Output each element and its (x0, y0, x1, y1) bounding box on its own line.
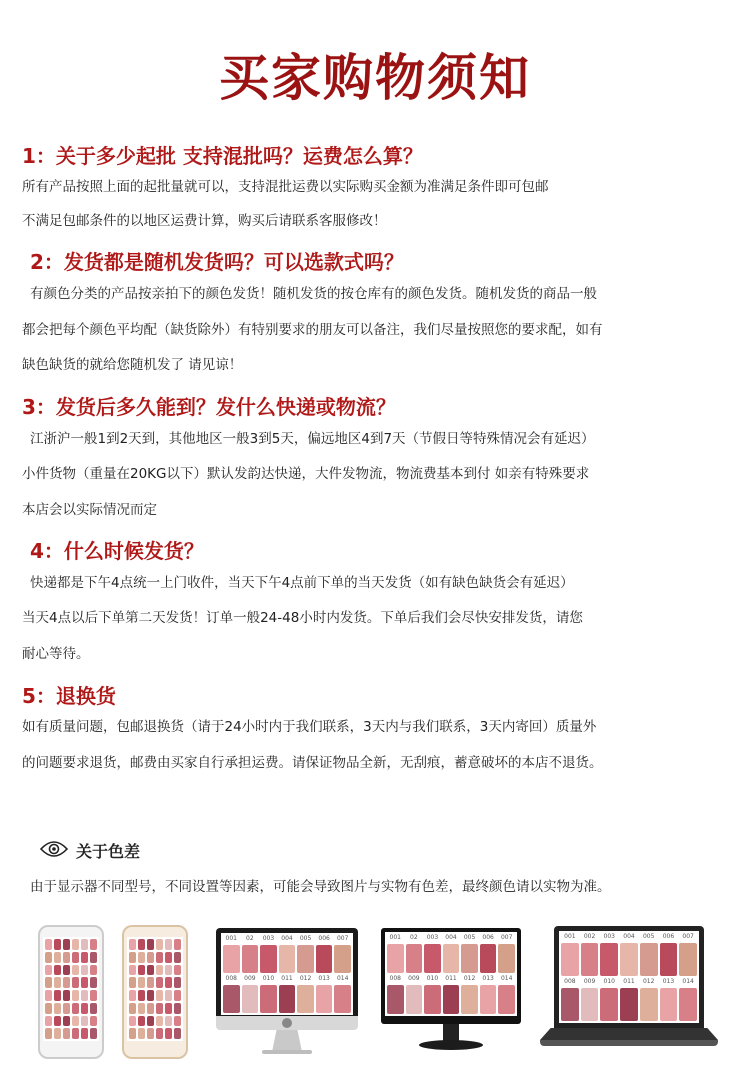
swatch-label: 012 (299, 975, 312, 982)
color-swatch (54, 990, 61, 1001)
color-swatch (63, 977, 70, 988)
color-swatch (620, 943, 638, 976)
section-4-line: 快递都是下午4点统一上门收件，当天下午4点前下单的当天发货（如有缺色缺货会有延迟） (30, 575, 574, 591)
color-swatch (72, 965, 79, 976)
swatch-label: 013 (662, 978, 675, 985)
color-swatch (316, 945, 333, 973)
color-swatch (54, 952, 61, 963)
color-swatch (174, 952, 181, 963)
section-2-line: 缺色缺货的就给您随机发了 请见谅！ (22, 357, 243, 373)
swatch-label: 004 (281, 935, 293, 942)
color-swatch (561, 943, 579, 976)
color-swatch (561, 988, 579, 1021)
color-swatch (81, 965, 88, 976)
swatch-label: 004 (623, 933, 635, 940)
color-swatch (147, 965, 154, 976)
color-swatch (54, 1028, 61, 1039)
color-swatch (260, 945, 277, 973)
color-swatch (45, 990, 52, 1001)
color-swatch (443, 985, 460, 1014)
color-swatch (81, 1016, 88, 1027)
color-swatch (620, 988, 638, 1021)
color-swatch (90, 1003, 97, 1014)
color-swatch (72, 1028, 79, 1039)
color-swatch (174, 965, 181, 976)
color-swatch (406, 985, 423, 1014)
color-swatch (640, 988, 658, 1021)
color-swatch (600, 943, 618, 976)
color-swatch (147, 939, 154, 950)
color-swatch (260, 985, 277, 1013)
swatch-label: 008 (225, 975, 237, 982)
eye-icon (40, 840, 68, 862)
swatch-label: 012 (463, 975, 476, 982)
color-swatch (54, 965, 61, 976)
swatch-label: 002 (583, 933, 596, 940)
apple-logo-icon (282, 1018, 292, 1028)
color-swatch (387, 944, 404, 973)
color-swatch (297, 945, 314, 973)
color-swatch (480, 944, 497, 973)
color-swatch (72, 1016, 79, 1027)
color-swatch (156, 977, 163, 988)
swatch-label: 006 (482, 934, 494, 941)
color-swatch (424, 944, 441, 973)
color-swatch (45, 1028, 52, 1039)
color-swatch (81, 1003, 88, 1014)
swatch-label: 001 (225, 935, 237, 942)
swatch-label: 006 (662, 933, 675, 940)
color-swatch (90, 1028, 97, 1039)
swatch-label: 003 (603, 933, 615, 940)
color-swatch (138, 1028, 145, 1039)
swatch-label: 010 (426, 975, 439, 982)
color-diff-heading: 关于色差 (76, 842, 141, 861)
color-swatch (138, 977, 145, 988)
color-swatch (45, 952, 52, 963)
color-swatch (174, 939, 181, 950)
color-swatch (81, 952, 88, 963)
color-swatch (147, 990, 154, 1001)
swatch-label: 007 (500, 934, 513, 941)
swatch-label: 005 (463, 934, 476, 941)
color-swatch (223, 945, 240, 973)
swatch-label: 003 (426, 934, 439, 941)
imac-image (216, 928, 358, 1060)
swatch-label: 011 (281, 975, 293, 982)
color-swatch (147, 1016, 154, 1027)
color-swatch (63, 939, 70, 950)
swatch-label: 014 (500, 975, 513, 982)
color-swatch (174, 1016, 181, 1027)
color-swatch (147, 952, 154, 963)
color-swatch (174, 977, 181, 988)
color-swatch (165, 939, 172, 950)
color-swatch (334, 945, 351, 973)
color-diff-note: 由于显示器不同型号，不同设置等因素，可能会导致图片与实物有色差，最终颜色请以实物为准。 (30, 879, 611, 895)
swatch-label: 012 (642, 978, 655, 985)
color-swatch (129, 1028, 136, 1039)
color-swatch (63, 965, 70, 976)
color-swatch (297, 985, 314, 1013)
color-swatch (387, 985, 404, 1014)
color-swatch (81, 990, 88, 1001)
color-swatch (165, 990, 172, 1001)
color-swatch (165, 952, 172, 963)
color-swatch (138, 990, 145, 1001)
color-swatch (498, 944, 515, 973)
color-swatch (406, 944, 423, 973)
color-swatch (72, 990, 79, 1001)
color-swatch (138, 965, 145, 976)
page-title: 买家购物须知 (219, 49, 531, 107)
swatch-label: 011 (445, 975, 457, 982)
color-swatch (174, 1028, 181, 1039)
color-swatch (90, 939, 97, 950)
color-swatch (156, 1028, 163, 1039)
color-swatch (90, 1016, 97, 1027)
swatch-label: 004 (445, 934, 457, 941)
color-swatch (581, 988, 599, 1021)
color-swatch (679, 988, 697, 1021)
swatch-label: 009 (408, 975, 420, 982)
color-swatch (72, 939, 79, 950)
color-swatch (461, 985, 478, 1014)
color-swatch (147, 1003, 154, 1014)
section-3-line: 小件货物（重量在20KG以下）默认发韵达快递，大件发物流，物流费基本到付 如亲有特殊要求 (22, 466, 590, 482)
color-swatch (63, 952, 70, 963)
phone-white-image (38, 925, 104, 1059)
color-swatch (129, 977, 136, 988)
color-swatch (138, 939, 145, 950)
swatch-label: 001 (564, 933, 576, 940)
color-swatch (242, 945, 259, 973)
swatch-label: 009 (244, 975, 256, 982)
color-swatch (156, 939, 163, 950)
section-1-line: 不满足包邮条件的以地区运费计算，购买后请联系客服修改！ (22, 213, 387, 229)
swatch-label: 02 (410, 934, 418, 941)
color-swatch (129, 1016, 136, 1027)
swatch-label: 014 (682, 978, 694, 985)
section-3-line: 本店会以实际情况而定 (22, 502, 157, 518)
color-swatch (316, 985, 333, 1013)
swatch-label: 010 (603, 978, 615, 985)
swatch-label: 011 (623, 978, 635, 985)
phone-gold-image (122, 925, 188, 1059)
color-swatch (443, 944, 460, 973)
color-swatch (242, 985, 259, 1013)
color-swatch (600, 988, 618, 1021)
color-swatch (223, 985, 240, 1013)
color-swatch (498, 985, 515, 1014)
section-4-line: 当天4点以后下单第二天发货！订单一般24-48小时内发货。下单后我们会尽快安排发货，请您 (22, 610, 583, 626)
section-1-line: 所有产品按照上面的起批量就可以，支持混批运费以实际购买金额为准满足条件即可包邮 (22, 179, 549, 195)
color-swatch (279, 945, 296, 973)
color-swatch (174, 1003, 181, 1014)
color-swatch (81, 939, 88, 950)
swatch-label: 007 (336, 935, 349, 942)
color-swatch (138, 952, 145, 963)
color-swatch (72, 952, 79, 963)
swatch-label: 013 (318, 975, 330, 982)
swatch-label: 005 (642, 933, 655, 940)
color-swatch (424, 985, 441, 1014)
swatch-label: 02 (246, 935, 254, 942)
color-swatch (81, 977, 88, 988)
color-swatch (660, 988, 678, 1021)
color-swatch (45, 1003, 52, 1014)
section-3-heading: 3：发货后多久能到？发什么快递或物流？ (22, 395, 396, 419)
color-swatch (147, 977, 154, 988)
swatch-label: 007 (682, 933, 694, 940)
section-2-heading: 2：发货都是随机发货吗？可以选款式吗？ (30, 250, 404, 274)
color-swatch (72, 977, 79, 988)
section-4-line: 耐心等待。 (22, 646, 90, 662)
color-swatch (81, 1028, 88, 1039)
color-swatch (129, 952, 136, 963)
swatch-label: 009 (583, 978, 596, 985)
color-swatch (279, 985, 296, 1013)
color-swatch (54, 939, 61, 950)
color-swatch (156, 1003, 163, 1014)
section-5-line: 的问题要求退货，邮费由买家自行承担运费。请保证物品全新，无刮痕，蓄意破坏的本店不退货。 (22, 755, 603, 771)
color-swatch (480, 985, 497, 1014)
color-swatch (679, 943, 697, 976)
swatch-label: 010 (262, 975, 275, 982)
color-swatch (156, 990, 163, 1001)
color-swatch (72, 1003, 79, 1014)
color-swatch (461, 944, 478, 973)
color-swatch (63, 1028, 70, 1039)
swatch-label: 005 (299, 935, 312, 942)
color-swatch (54, 977, 61, 988)
swatch-label: 008 (564, 978, 576, 985)
color-swatch (54, 1003, 61, 1014)
color-swatch (156, 1016, 163, 1027)
color-swatch (90, 977, 97, 988)
color-swatch (63, 990, 70, 1001)
section-5-heading: 5：退换货 (22, 684, 116, 708)
color-swatch (165, 1028, 172, 1039)
section-2-line: 有颜色分类的产品按亲拍下的颜色发货！随机发货的按仓库有的颜色发货。随机发货的商品一般 (30, 286, 597, 302)
section-1-heading: 1：关于多少起批 支持混批吗？运费怎么算？ (22, 144, 423, 168)
color-swatch (156, 952, 163, 963)
color-swatch (45, 939, 52, 950)
swatch-label: 008 (389, 975, 401, 982)
color-swatch (156, 965, 163, 976)
color-swatch (581, 943, 599, 976)
color-swatch (45, 965, 52, 976)
section-5-line: 如有质量问题，包邮退换货（请于24小时内于我们联系，3天内与我们联系，3天内寄回）质量外 (22, 719, 597, 735)
color-swatch (640, 943, 658, 976)
color-swatch (63, 1016, 70, 1027)
section-4-heading: 4：什么时候发货？ (30, 539, 204, 563)
color-swatch (165, 965, 172, 976)
color-swatch (660, 943, 678, 976)
laptop-image (540, 926, 718, 1060)
swatch-label: 001 (389, 934, 401, 941)
color-swatch (45, 1016, 52, 1027)
color-swatch (129, 990, 136, 1001)
section-2-line: 都会把每个颜色平均配（缺货除外）有特别要求的朋友可以备注，我们尽量按照您的要求配，如有 (22, 322, 603, 338)
color-swatch (45, 977, 52, 988)
color-swatch (90, 990, 97, 1001)
swatch-label: 006 (318, 935, 330, 942)
color-swatch (90, 965, 97, 976)
color-swatch (147, 1028, 154, 1039)
swatch-label: 003 (262, 935, 275, 942)
color-swatch (129, 965, 136, 976)
color-swatch (165, 977, 172, 988)
color-swatch (174, 990, 181, 1001)
color-swatch (165, 1003, 172, 1014)
swatch-label: 013 (482, 975, 494, 982)
swatch-label: 014 (336, 975, 349, 982)
section-3-line: 江浙沪一般1到2天到，其他地区一般3到5天，偏远地区4到7天（节假日等特殊情况会有延迟） (30, 431, 595, 447)
monitor-image (381, 928, 521, 1060)
color-swatch (129, 939, 136, 950)
color-swatch (138, 1016, 145, 1027)
color-swatch (90, 952, 97, 963)
color-swatch (129, 1003, 136, 1014)
color-swatch (334, 985, 351, 1013)
color-swatch (165, 1016, 172, 1027)
color-swatch (54, 1016, 61, 1027)
color-diff-header (40, 839, 140, 862)
color-swatch (138, 1003, 145, 1014)
color-swatch (63, 1003, 70, 1014)
